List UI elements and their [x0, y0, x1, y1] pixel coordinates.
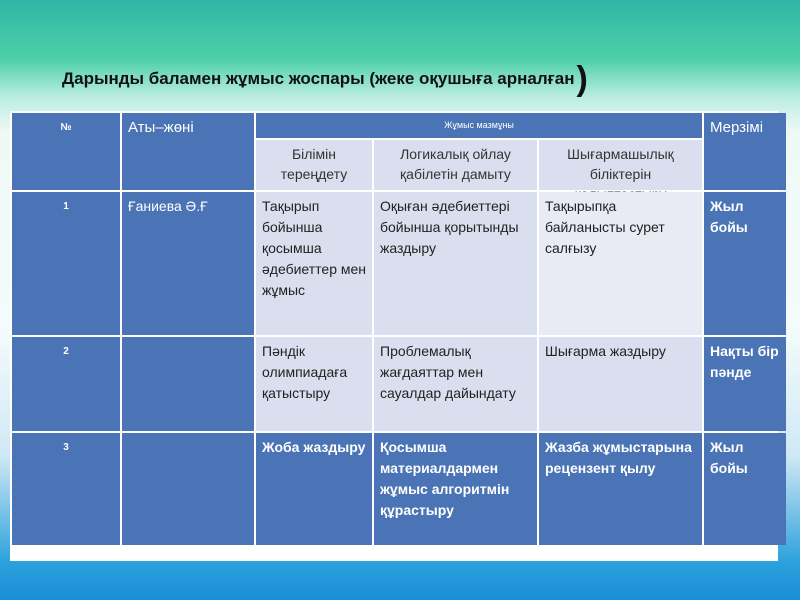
row-2-logic: Проблемалық жағдаяттар мен сауалдар дайындату — [374, 337, 537, 431]
header-content: Жұмыс мазмұны — [256, 113, 702, 138]
header-deadline: Мерзімі — [704, 113, 786, 190]
row-2-num: 2 — [12, 337, 120, 431]
subheader-deepen: Білімін тереңдету — [256, 140, 372, 190]
row-1-creative: Тақырыпқа байланысты сурет салғызу — [539, 192, 702, 335]
row-3-logic: Қосымша материалдармен жұмыс алгоритмін құрастыру — [374, 433, 537, 545]
row-2-name — [122, 337, 254, 431]
title-text: Дарынды баламен жұмыс жоспары (жеке оқушыға арналған — [62, 69, 575, 88]
header-name: Аты–жөні — [122, 113, 254, 190]
row-3-creative: Жазба жұмыстарына рецензент қылу — [539, 433, 702, 545]
title-paren: ) — [576, 60, 588, 98]
row-1-logic: Оқыған әдебиеттері бойынша қорытынды жаздыру — [374, 192, 537, 335]
page-title — [62, 60, 782, 99]
row-1-deadline: Жыл бойы — [704, 192, 786, 335]
row-2-deadline: Нақты бір пәнде — [704, 337, 786, 431]
row-1-deepen: Тақырып бойынша қосымша әдебиеттер мен жұмыс — [256, 192, 372, 335]
row-3-name — [122, 433, 254, 545]
work-plan-table — [10, 111, 778, 561]
row-1-num: 1 — [12, 192, 120, 335]
row-3-deepen: Жоба жаздыру — [256, 433, 372, 545]
row-3-num: 3 — [12, 433, 120, 545]
row-2-deepen: Пәндік олимпиадаға қатыстыру — [256, 337, 372, 431]
row-2-creative: Шығарма жаздыру — [539, 337, 702, 431]
row-3-deadline: Жыл бойы — [704, 433, 786, 545]
row-1-name: Ғаниева Ә.Ғ — [122, 192, 254, 335]
subheader-logic: Логикалық ойлау қабілетін дамыту — [374, 140, 537, 190]
header-num: № — [12, 113, 120, 190]
subheader-creative: Шығармашылық біліктерін — [539, 140, 702, 190]
